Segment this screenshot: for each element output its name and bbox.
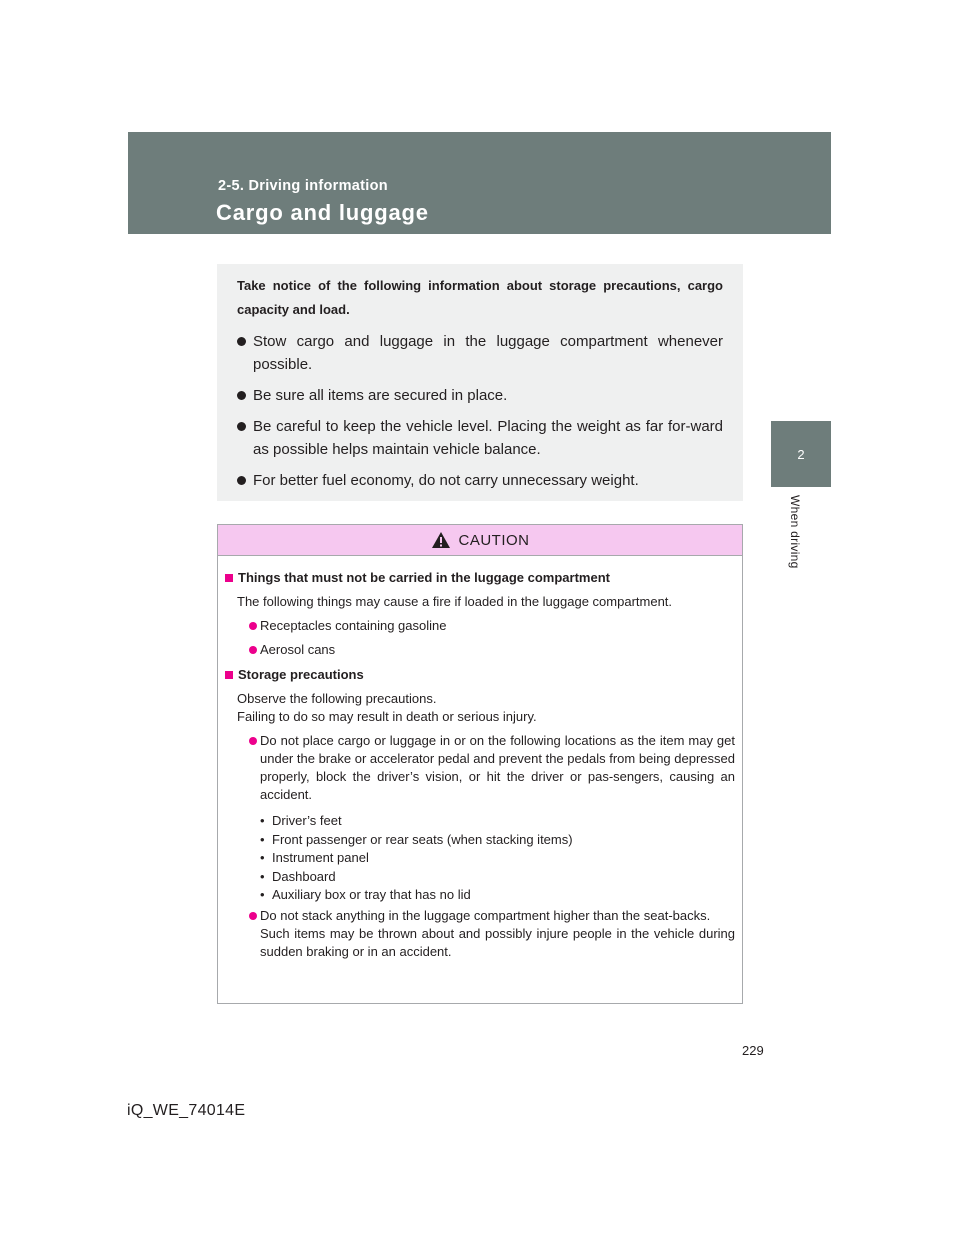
caution-header xyxy=(218,525,742,556)
caution-box xyxy=(217,524,743,1004)
caution-text: The following things may cause a fire if loaded in the luggage compartment. xyxy=(237,594,673,609)
bullet-icon xyxy=(237,391,246,400)
list-item: For better fuel economy, do not carry unnecessary weight. xyxy=(237,469,723,492)
list-item: Stow cargo and luggage in the luggage compartment whenever possible. xyxy=(237,330,723,376)
chapter-tab-label: When driving xyxy=(788,495,802,569)
list-item: • Instrument panel xyxy=(260,849,735,868)
caution-topic-heading: Things that must not be carried in the luggage compartment xyxy=(225,569,735,587)
square-bullet-icon xyxy=(225,671,233,679)
list-item: • Dashboard xyxy=(260,868,735,887)
caution-text: Observe the following precautions. Failing to do so may result in death or serious injury. xyxy=(237,691,537,724)
list-item: Do not stack anything in the luggage compartment higher than the seat-backs. Such items may be thrown about and possibly injure people in the vehicle during sudden braking or in an accident. xyxy=(249,907,735,961)
chapter-header xyxy=(128,132,831,234)
list-item: • Driver’s feet xyxy=(260,812,735,831)
bullet-icon xyxy=(249,646,257,654)
page-number: 229 xyxy=(742,1043,764,1058)
caution-body xyxy=(218,556,742,961)
document-code: iQ_WE_74014E xyxy=(127,1102,246,1119)
bullet-icon xyxy=(237,422,246,431)
list-item: Be careful to keep the vehicle level. Placing the weight as far for-ward as possible helps maintain vehicle balance. xyxy=(237,415,723,461)
bullet-icon xyxy=(249,622,257,630)
intro-text: Take notice of the following information about storage precautions, cargo capacity and load. xyxy=(237,278,723,317)
intro-box xyxy=(217,264,743,501)
intro-bullet-list xyxy=(237,330,723,492)
bullet-icon xyxy=(237,337,246,346)
location-list xyxy=(260,812,735,905)
caution-topic-heading: Storage precautions xyxy=(225,666,735,684)
list-item: Be sure all items are secured in place. xyxy=(237,384,723,407)
list-item: Receptacles containing gasoline xyxy=(249,617,735,635)
list-item: • Front passenger or rear seats (when stacking items) xyxy=(260,831,735,850)
page-title: Cargo and luggage xyxy=(216,200,429,225)
chapter-tab: 2 xyxy=(771,421,831,487)
list-item: Aerosol cans xyxy=(249,641,735,659)
bullet-icon xyxy=(249,912,257,920)
list-item: • Auxiliary box or tray that has no lid xyxy=(260,886,735,905)
section-label: 2-5. Driving information xyxy=(218,178,388,194)
warning-icon xyxy=(431,531,451,549)
list-item: Do not place cargo or luggage in or on the following locations as the item may get under the brake or accelerator pedal and prevent the pedals from being depressed properly, block the driver’s vision, or hit the driver or pas-sengers, causing an accident. xyxy=(249,732,735,804)
bullet-icon xyxy=(237,476,246,485)
bullet-icon xyxy=(249,737,257,745)
square-bullet-icon xyxy=(225,574,233,582)
caution-title: CAUTION xyxy=(458,531,530,549)
